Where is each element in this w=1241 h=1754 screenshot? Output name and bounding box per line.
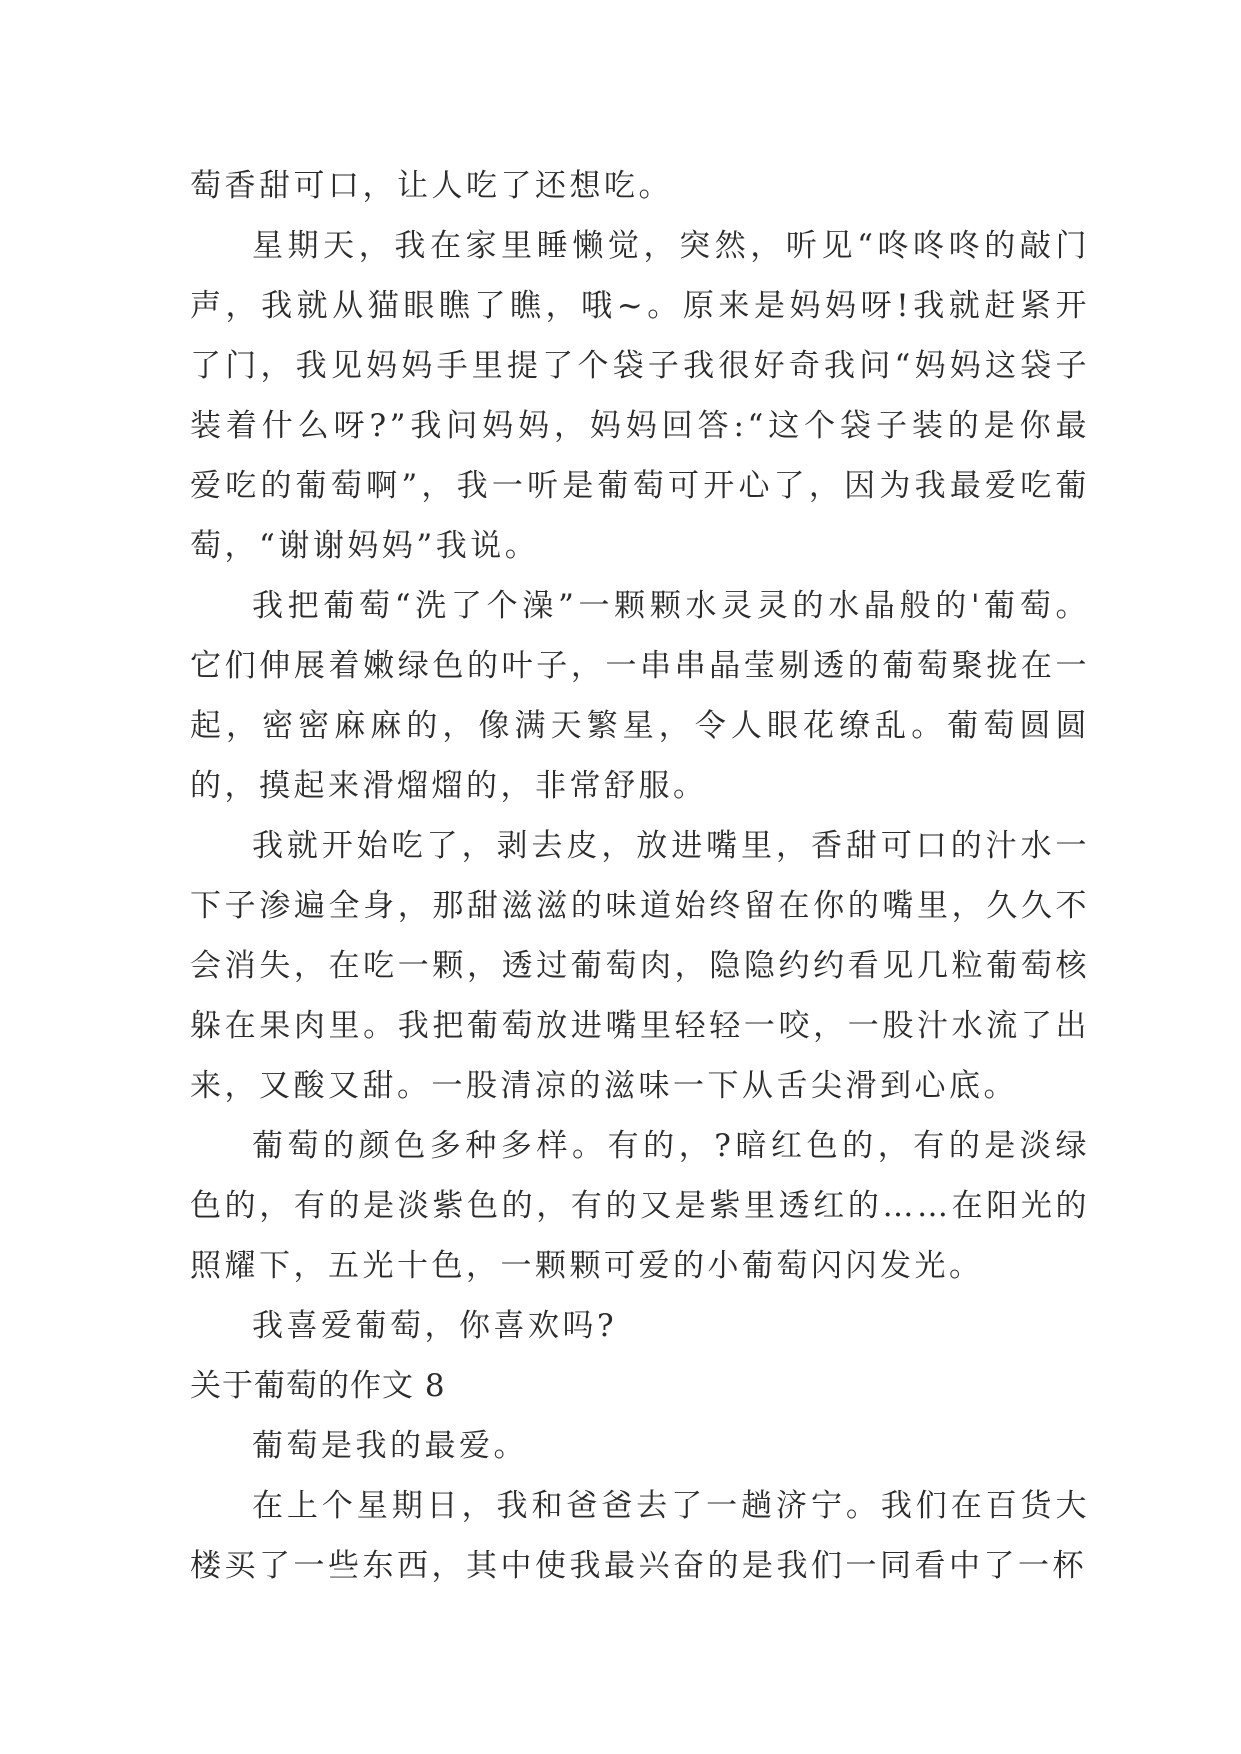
paragraph-continuation: 萄香甜可口，让人吃了还想吃。 <box>190 168 673 204</box>
paragraph-favorite: 葡萄是我的最爱。 <box>252 1428 528 1464</box>
document-body <box>190 156 1090 1596</box>
paragraph-eat-grapes: 我就开始吃了，剥去皮，放进嘴里，香甜可口的汁水一下子渗遍全身，那甜滋滋的味道始终留在你的嘴里，久久不会消失，在吃一颗，透过葡萄肉，隐隐约约看见几粒葡萄核躲在果肉里。我把葡萄放进嘴里轻轻一咬，一股汁水流了出来，又酸又甜。一股清凉的滋味一下从舌尖滑到心底。 <box>190 828 1090 1104</box>
paragraph-knock-door: 星期天，我在家里睡懒觉，突然，听见“咚咚咚的敲门声，我就从猫眼瞧了瞧，哦~。原来是妈妈呀!我就赶紧开了门，我见妈妈手里提了个袋子我很好奇我问“妈妈这袋子装着什么呀?”我问妈妈，妈妈回答:“这个袋子装的是你最爱吃的葡萄啊”，我一听是葡萄可开心了，因为我最爱吃葡萄，“谢谢妈妈”我说。 <box>190 228 1090 564</box>
paragraph-grape-colors: 葡萄的颜色多种多样。有的，?暗红色的，有的是淡绿色的，有的是淡紫色的，有的又是紫里透红的……在阳光的照耀下，五光十色，一颗颗可爱的小葡萄闪闪发光。 <box>190 1128 1090 1284</box>
essay-heading: 关于葡萄的作文 8 <box>190 1368 446 1404</box>
paragraph-jining-trip: 在上个星期日，我和爸爸去了一趟济宁。我们在百货大楼买了一些东西，其中使我最兴奋的是我们一同看中了一杯 <box>190 1488 1090 1584</box>
paragraph-wash-grapes: 我把葡萄“洗了个澡”一颗颗水灵灵的水晶般的'葡萄。它们伸展着嫩绿色的叶子，一串串晶莹剔透的葡萄聚拢在一起，密密麻麻的，像满天繁星，令人眼花缭乱。葡萄圆圆的，摸起来滑熘熘的，非常舒服。 <box>190 588 1090 804</box>
paragraph-closing: 我喜爱葡萄，你喜欢吗? <box>252 1308 618 1344</box>
